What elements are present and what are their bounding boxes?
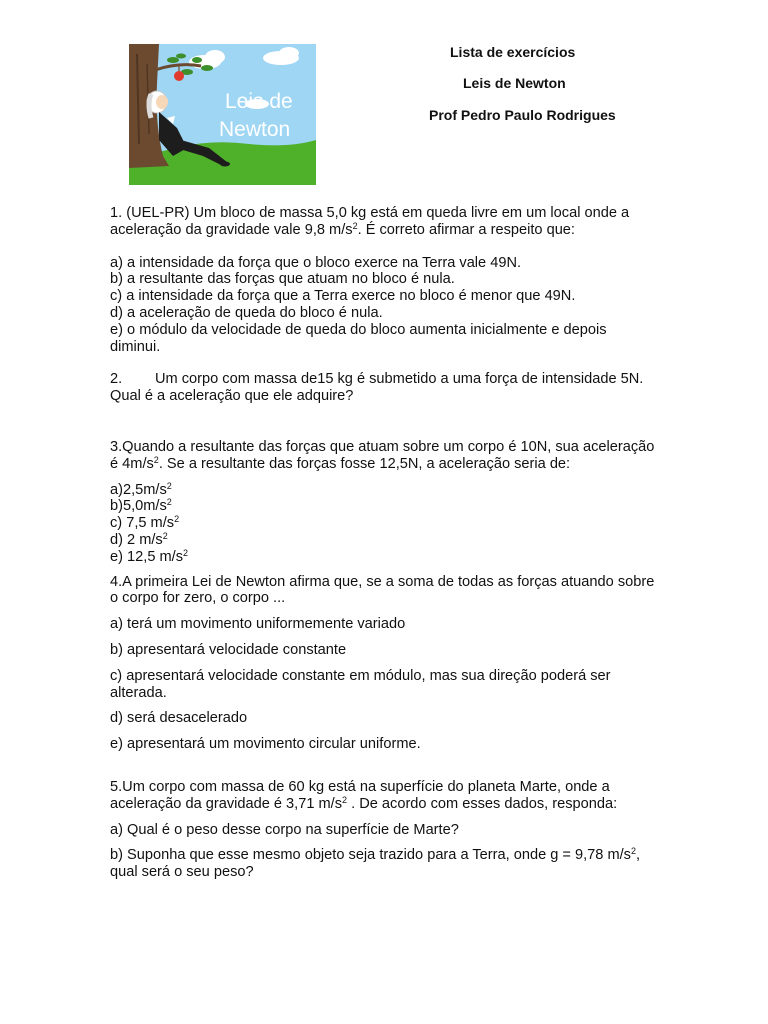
question-3-stem: 3.Quando a resultante das forças que atuam sobre um corpo é 10N, sua aceleração é $4m/s^2$. Se a resultante das forças fosse 12,5N, a aceleração seria de: — [110, 438, 655, 472]
question-4-option-d: d) será desacelerado — [110, 710, 248, 727]
question-4-option-b: b) apresentará velocidade constante — [110, 641, 347, 658]
question-2-stem: 2. Um corpo com massa de15 kg é submetido a uma força de intensidade 5N. Qual é a aceleração que ele adquire? — [110, 371, 644, 405]
question-1-option-e: e) o módulo da velocidade de queda do bloco aumenta inicialmente e depois diminui. — [110, 321, 607, 355]
question-1-option-a: a) a intensidade da força que o bloco exerce na Terra vale 49N. — [110, 254, 522, 271]
question-4-option-c: c) apresentará velocidade constante em módulo, mas sua direção poderá ser alterada. — [110, 667, 611, 701]
question-5-stem: 5.Um corpo com massa de 60 kg está na superfície do planeta Marte, onde a aceleração da gravidade é 3,71 $m/s^2$ . De acordo com esses dados, responda: — [110, 778, 618, 812]
worksheet-author: Prof Pedro Paulo Rodrigues — [429, 107, 616, 123]
question-4-stem: 4.A primeira Lei de Newton afirma que, se a soma de todas as forças atuando sobre o corpo for zero, o corpo ... — [110, 573, 655, 607]
question-1-stem: 1. (UEL-PR) Um bloco de massa 5,0 kg está em queda livre em um local onde a aceleração da gravidade vale 9,8 $m/s^2$. É correto afirmar a respeito que: — [110, 205, 630, 238]
question-1-option-b: b) a resultante das forças que atuam no bloco é nula. — [110, 271, 455, 288]
question-5-part-a: a) Qual é o peso desse corpo na superfície de Marte? — [110, 821, 459, 838]
question-5-part-b: b) Suponha que esse mesmo objeto seja trazido para a Terra, onde g = 9,78 $m/s^2$, qual será o seu peso? — [110, 846, 641, 881]
exercise-list — [110, 205, 660, 881]
question-1-option-d: d) a aceleração de queda do bloco é nula. — [110, 304, 383, 321]
question-3-option-b: $b)5,0m/s^2$ — [110, 497, 172, 515]
logo-text-line1: Leis de — [225, 90, 293, 113]
question-4-option-e: e) apresentará um movimento circular uniforme. — [110, 736, 421, 753]
question-1-option-c: c) a intensidade da força que a Terra exerce no bloco é menor que 49N. — [110, 288, 576, 305]
question-3-option-d: d) 2 $m/s^2$ — [110, 530, 168, 548]
question-3-option-e: e) 12,5 $m/s^2$ — [110, 547, 189, 565]
question-3-option-c: c) 7,5 $m/s^2$ — [110, 514, 180, 532]
worksheet-title: Lista de exercícios — [450, 44, 576, 60]
question-3-option-a: $a)2,5m/s^2$ — [110, 480, 172, 498]
question-4-option-a: a) terá um movimento uniformemente variado — [110, 616, 406, 633]
newton-under-tree-illustration — [129, 44, 316, 185]
worksheet-topic: Leis de Newton — [463, 75, 566, 91]
leis-de-newton-logo — [129, 44, 316, 185]
logo-text-line2: Newton — [219, 118, 291, 141]
